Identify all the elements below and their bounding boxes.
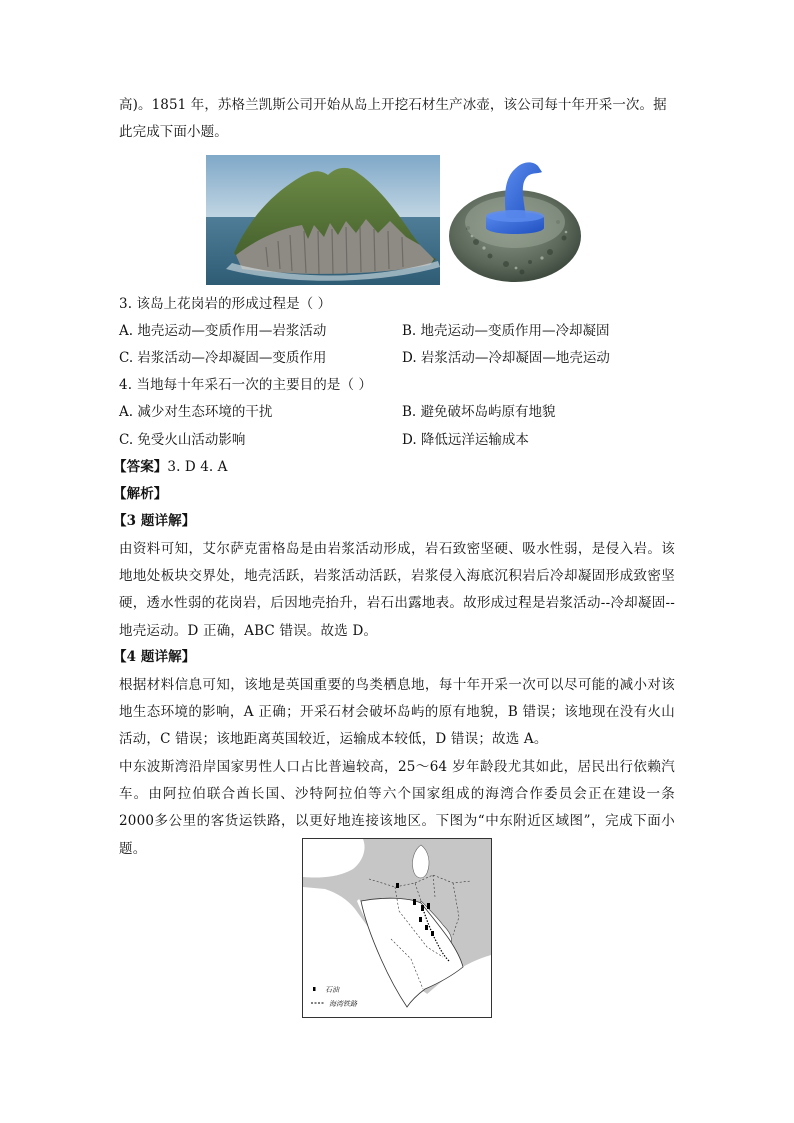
question-4-stem: 4. 当地每十年采石一次的主要目的是（ ）	[119, 377, 373, 393]
q3-option-c: C. 岩浆活动—冷却凝固—变质作用	[119, 350, 327, 366]
legend-oil-label: 石油	[325, 986, 339, 994]
curling-stone-photo	[446, 152, 584, 286]
q3-option-d: D. 岩浆活动—冷却凝固—地壳运动	[402, 350, 610, 366]
analysis-label: 【解析】	[113, 486, 168, 502]
detail-4-label: 【4 题详解】	[113, 649, 196, 665]
detail-3-label: 【3 题详解】	[113, 513, 196, 529]
legend-oil-symbol	[313, 987, 316, 991]
q4-option-a: A. 减少对生态环境的干扰	[119, 404, 273, 420]
q4-option-c: C. 免受火山活动影响	[119, 432, 246, 448]
answer-values: 3. D 4. A	[167, 459, 228, 475]
intro-line-1: 高)。1851 年，苏格兰凯斯公司开始从岛上开挖石材生产冰壶，该公司每十年开采一次。据	[119, 97, 667, 113]
detail-4-text: 根据材料信息可知，该地是英国重要的鸟类栖息地，每十年开采一次可以尽可能的减小对该地生态环境的影响，A 正确；开采石材会破坏岛屿的原有地貌，B 错误；该地现在没有火山活动，C 错误；该地距离英国较近，运输成本较低，D 错误；故选 A。	[119, 677, 675, 748]
answer-line	[113, 457, 228, 477]
intro-line-2: 此完成下面小题。	[119, 124, 228, 140]
island-photo	[206, 155, 440, 285]
answer-label: 【答案】	[113, 459, 168, 475]
middle-east-map	[302, 838, 492, 1018]
middle-east-passage: 中东波斯湾沿岸国家男性人口占比普遍较高，25～64 岁年龄段尤其如此，居民出行依赖汽车。由阿拉伯联合酋长国、沙特阿拉伯等六个国家组成的海湾合作委员会正在建设一条 2000多公里的客货运铁路，以更好地连接该地区。下图为“中东附近区域图”，完成下面小题。	[119, 759, 675, 857]
legend-rail-label: 海湾铁路	[329, 1000, 357, 1008]
q3-option-a: A. 地壳运动—变质作用—岩浆活动	[119, 323, 327, 339]
q4-option-d: D. 降低远洋运输成本	[402, 432, 529, 448]
q4-option-b: B. 避免破坏岛屿原有地貌	[402, 404, 556, 420]
detail-3-text: 由资料可知，艾尔萨克雷格岛是由岩浆活动形成，岩石致密坚硬、吸水性弱，是侵入岩。该地地处板块交界处，地壳活跃，岩浆活动活跃，岩浆侵入海底沉积岩后冷却凝固形成致密坚硬，透水性弱的花岗岩，后因地壳抬升，岩石出露地表。故形成过程是岩浆活动--冷却凝固--地壳运动。D 正确，ABC 错误。故选 D。	[119, 541, 675, 639]
question-3-stem: 3. 该岛上花岗岩的形成过程是（ ）	[119, 296, 332, 312]
q3-option-b: B. 地壳运动—变质作用—冷却凝固	[402, 323, 610, 339]
